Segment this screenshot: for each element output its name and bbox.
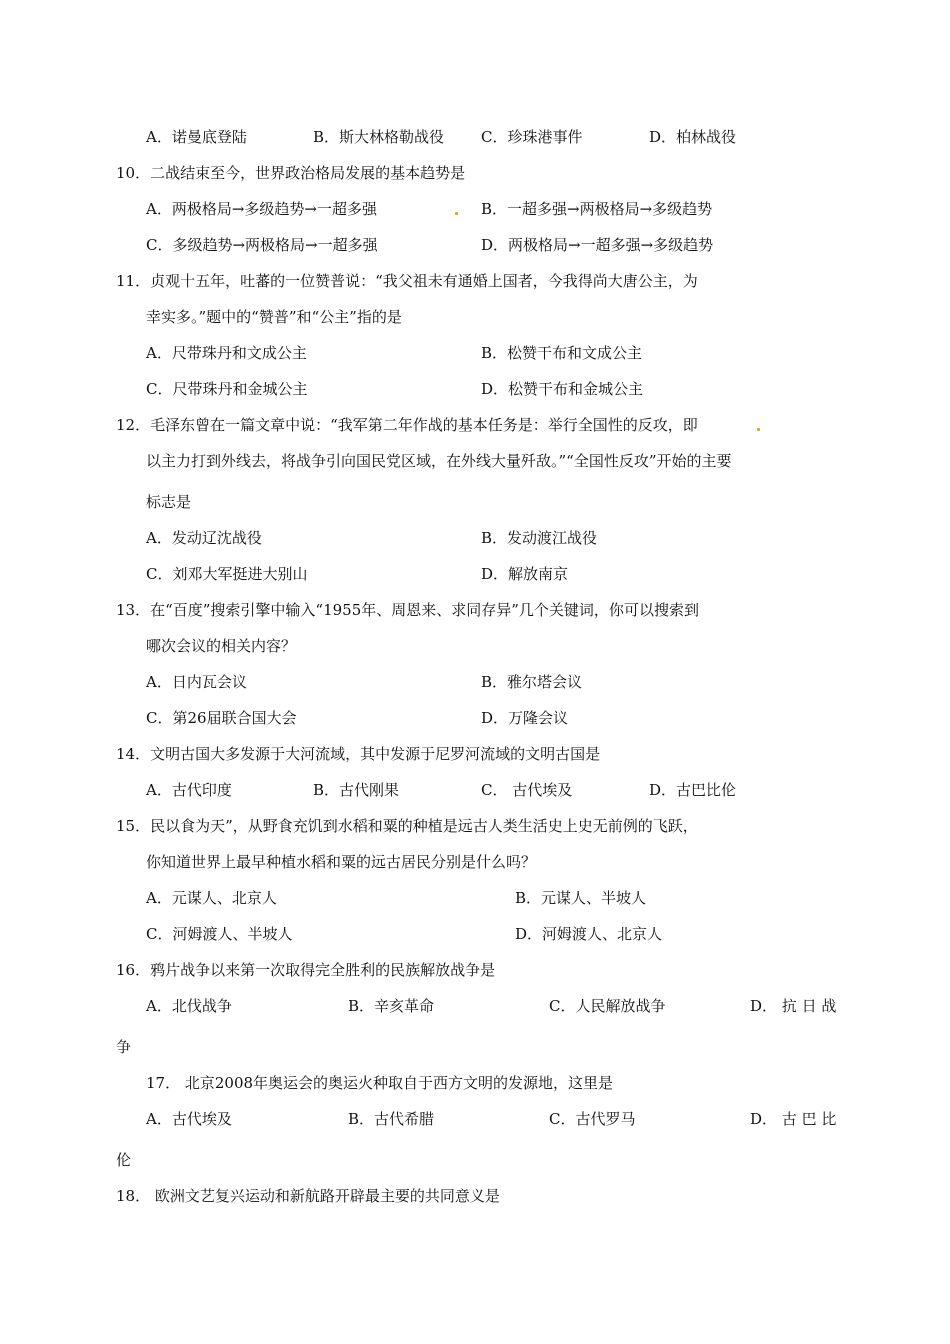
q9-option-c: C．珍珠港事件 (481, 128, 583, 146)
stray-mark (757, 428, 760, 431)
q13-option-c: C．第26届联合国大会 (146, 709, 297, 727)
q10-option-c: C．多级趋势→两极格局→一超多强 (146, 236, 378, 254)
q15-stem-line2: 你知道世界上最早种植水稻和粟的远古居民分别是什么吗？ (146, 853, 537, 871)
q14-option-d: D．古巴比伦 (649, 781, 737, 799)
q10-option-a: A．两极格局→多级趋势→一超多强 (146, 200, 377, 218)
q10-stem: 10．二战结束至今，世界政治格局发展的基本趋势是 (116, 164, 466, 182)
q18-stem: 18． 欧洲文艺复兴运动和新航路开辟最主要的共同意义是 (116, 1187, 500, 1205)
q14-option-a: A．古代印度 (146, 781, 232, 799)
q12-option-c: C．刘邓大军挺进大别山 (146, 565, 308, 583)
q15-stem-line1: 15．民以食为天”，从野食充饥到水稻和粟的种植是远古人类生活史上史无前例的飞跃， (116, 817, 698, 835)
q16-option-b: B．辛亥革命 (348, 997, 435, 1015)
q17-option-b: B．古代希腊 (348, 1110, 435, 1128)
q14-option-b: B．古代刚果 (313, 781, 400, 799)
q17-option-d-wrap: 伦 (116, 1151, 132, 1169)
q13-stem-line2: 哪次会议的相关内容？ (146, 637, 297, 655)
q16-option-d-wrap: 争 (116, 1038, 132, 1056)
q17-option-d: D． 古 巴 比 (750, 1110, 837, 1128)
q12-stem-line3: 标志是 (146, 493, 192, 511)
q15-option-a: A．元谋人、北京人 (146, 889, 277, 907)
q12-option-b: B．发动渡江战役 (481, 529, 598, 547)
q9-option-d: D．柏林战役 (649, 128, 737, 146)
q14-option-c: C． 古代埃及 (481, 781, 573, 799)
q11-stem-line2: 幸实多。”题中的“赞普”和“公主”指的是 (146, 308, 402, 326)
q12-option-a: A．发动辽沈战役 (146, 529, 262, 547)
q10-option-b: B．一超多强→两极格局→多级趋势 (481, 200, 713, 218)
q14-stem: 14．文明古国大多发源于大河流域，其中发源于尼罗河流域的文明古国是 (116, 745, 601, 763)
q12-option-d: D．解放南京 (481, 565, 569, 583)
q15-option-c: C．河姆渡人、半坡人 (146, 925, 293, 943)
q13-option-d: D．万隆会议 (481, 709, 569, 727)
q12-stem-line1: 12．毛泽东曾在一篇文章中说：“我军第二年作战的基本任务是：举行全国性的反攻，即 (116, 416, 698, 434)
q15-option-d: D．河姆渡人、北京人 (515, 925, 663, 943)
q11-option-b: B．松赞干布和文成公主 (481, 344, 643, 362)
stray-mark (455, 212, 458, 215)
q13-stem-line1: 13．在“百度”搜索引擎中输入“1955年、周恩来、求同存异”几个关键词，你可以搜索到 (116, 601, 699, 619)
q13-option-b: B．雅尔塔会议 (481, 673, 583, 691)
q13-option-a: A．日内瓦会议 (146, 673, 247, 691)
q11-option-c: C．尺带珠丹和金城公主 (146, 380, 308, 398)
q10-option-d: D．两极格局→一超多强→多级趋势 (481, 236, 714, 254)
q16-option-a: A．北伐战争 (146, 997, 232, 1015)
q17-stem: 17． 北京2008年奥运会的奥运火种取自于西方文明的发源地，这里是 (146, 1074, 614, 1092)
q16-option-d: D． 抗 日 战 (750, 997, 837, 1015)
q16-option-c: C．人民解放战争 (549, 997, 666, 1015)
q11-option-d: D．松赞干布和金城公主 (481, 380, 644, 398)
q9-option-a: A．诺曼底登陆 (146, 128, 247, 146)
q16-stem: 16．鸦片战争以来第一次取得完全胜利的民族解放战争是 (116, 961, 496, 979)
q11-stem-line1: 11．贞观十五年，吐蕃的一位赞普说：“我父祖未有通婚上国者，今我得尚大唐公主，为 (116, 272, 698, 290)
q9-option-b: B．斯大林格勒战役 (313, 128, 445, 146)
q15-option-b: B．元谋人、半坡人 (515, 889, 647, 907)
q12-stem-line2: 以主力打到外线去，将战争引向国民党区域，在外线大量歼敌。”“全国性反攻”开始的主要 (146, 452, 732, 470)
q11-option-a: A．尺带珠丹和文成公主 (146, 344, 307, 362)
q17-option-a: A．古代埃及 (146, 1110, 232, 1128)
q17-option-c: C．古代罗马 (549, 1110, 636, 1128)
